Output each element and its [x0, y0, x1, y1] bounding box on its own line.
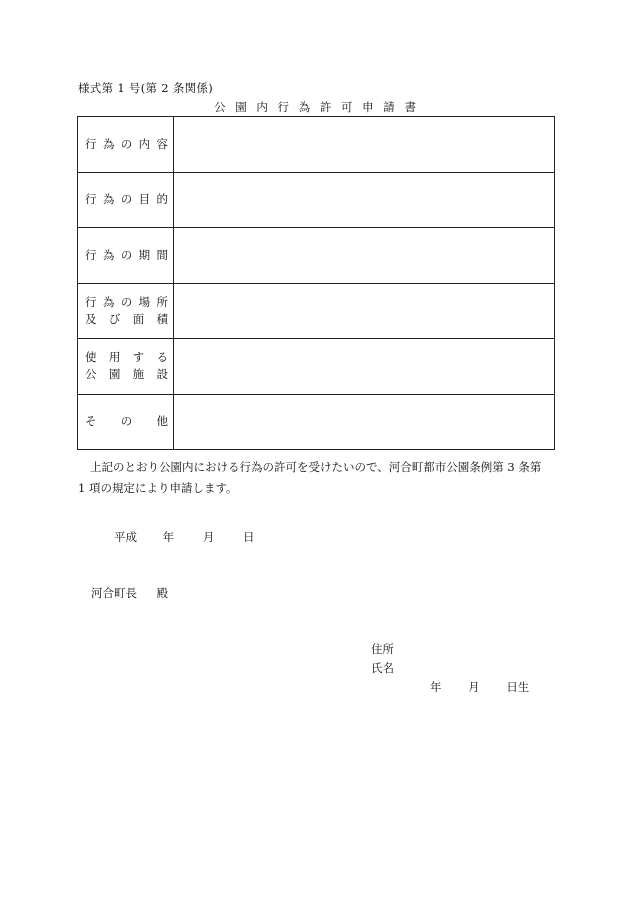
application-date: [114, 529, 254, 545]
table-row: [78, 283, 555, 339]
applicant-block: [371, 640, 394, 678]
application-table: [77, 116, 555, 450]
label-line: 行 為 の 期 間: [85, 247, 168, 262]
day-label[interactable]: 日: [242, 530, 255, 544]
row-label-other: [78, 394, 174, 450]
content-field[interactable]: [174, 117, 555, 173]
month-label[interactable]: 月: [202, 530, 215, 544]
name-label[interactable]: 氏名: [371, 661, 394, 675]
addressee-name: 河合町長: [91, 586, 137, 600]
birth-month-label[interactable]: 月: [468, 680, 480, 694]
table-row: [78, 228, 555, 284]
birth-date: [430, 679, 529, 695]
purpose-field[interactable]: [174, 172, 555, 228]
era-label: 平成: [114, 530, 137, 544]
title-char: 為: [298, 100, 311, 114]
form-number: 様式第 1 号(第 2 条関係): [78, 81, 214, 95]
title-char: 公: [214, 100, 226, 114]
label-line: 公 園 施 設: [85, 367, 168, 382]
addressee-honorific: 殿: [156, 586, 169, 600]
address-label[interactable]: 住所: [371, 642, 394, 656]
table-row: [78, 117, 555, 173]
row-label-location-area: [78, 283, 174, 339]
table-row: [78, 394, 555, 450]
birth-day-label[interactable]: 日生: [506, 680, 530, 694]
title-char: 行: [277, 100, 290, 114]
title-char: 申: [362, 100, 374, 114]
title-char: 許: [319, 100, 332, 114]
title-char: 書: [404, 100, 416, 114]
period-field[interactable]: [174, 228, 555, 284]
row-label-period: [78, 228, 174, 284]
addressee: [91, 585, 168, 601]
title-char: 園: [235, 100, 247, 114]
location-area-field[interactable]: [174, 283, 555, 339]
other-field[interactable]: [174, 394, 555, 450]
table-row: [78, 339, 555, 395]
title-char: 請: [383, 100, 395, 114]
document-title: [0, 99, 630, 115]
label-line: 使 用 す る: [85, 350, 168, 365]
year-label[interactable]: 年: [162, 530, 175, 544]
row-label-purpose: [78, 172, 174, 228]
label-line: 行 為 の 内 容: [85, 136, 168, 151]
birth-year-label[interactable]: 年: [430, 680, 442, 694]
row-label-content: [78, 117, 174, 173]
table-row: [78, 172, 555, 228]
row-label-park-facility: [78, 339, 174, 395]
label-line: 及 び 面 積: [85, 311, 168, 326]
application-statement: 上記のとおり公園内における行為の許可を受けたいので、河合町都市公園条例第 3 条第 1 項の規定により申請します。: [78, 460, 542, 495]
label-line: そ の 他: [85, 414, 168, 429]
park-facility-field[interactable]: [174, 339, 555, 395]
title-char: 内: [256, 100, 268, 114]
title-char: 可: [340, 100, 353, 114]
label-line: 行 為 の 目 的: [85, 192, 168, 207]
label-line: 行 為 の 場 所: [85, 294, 168, 309]
